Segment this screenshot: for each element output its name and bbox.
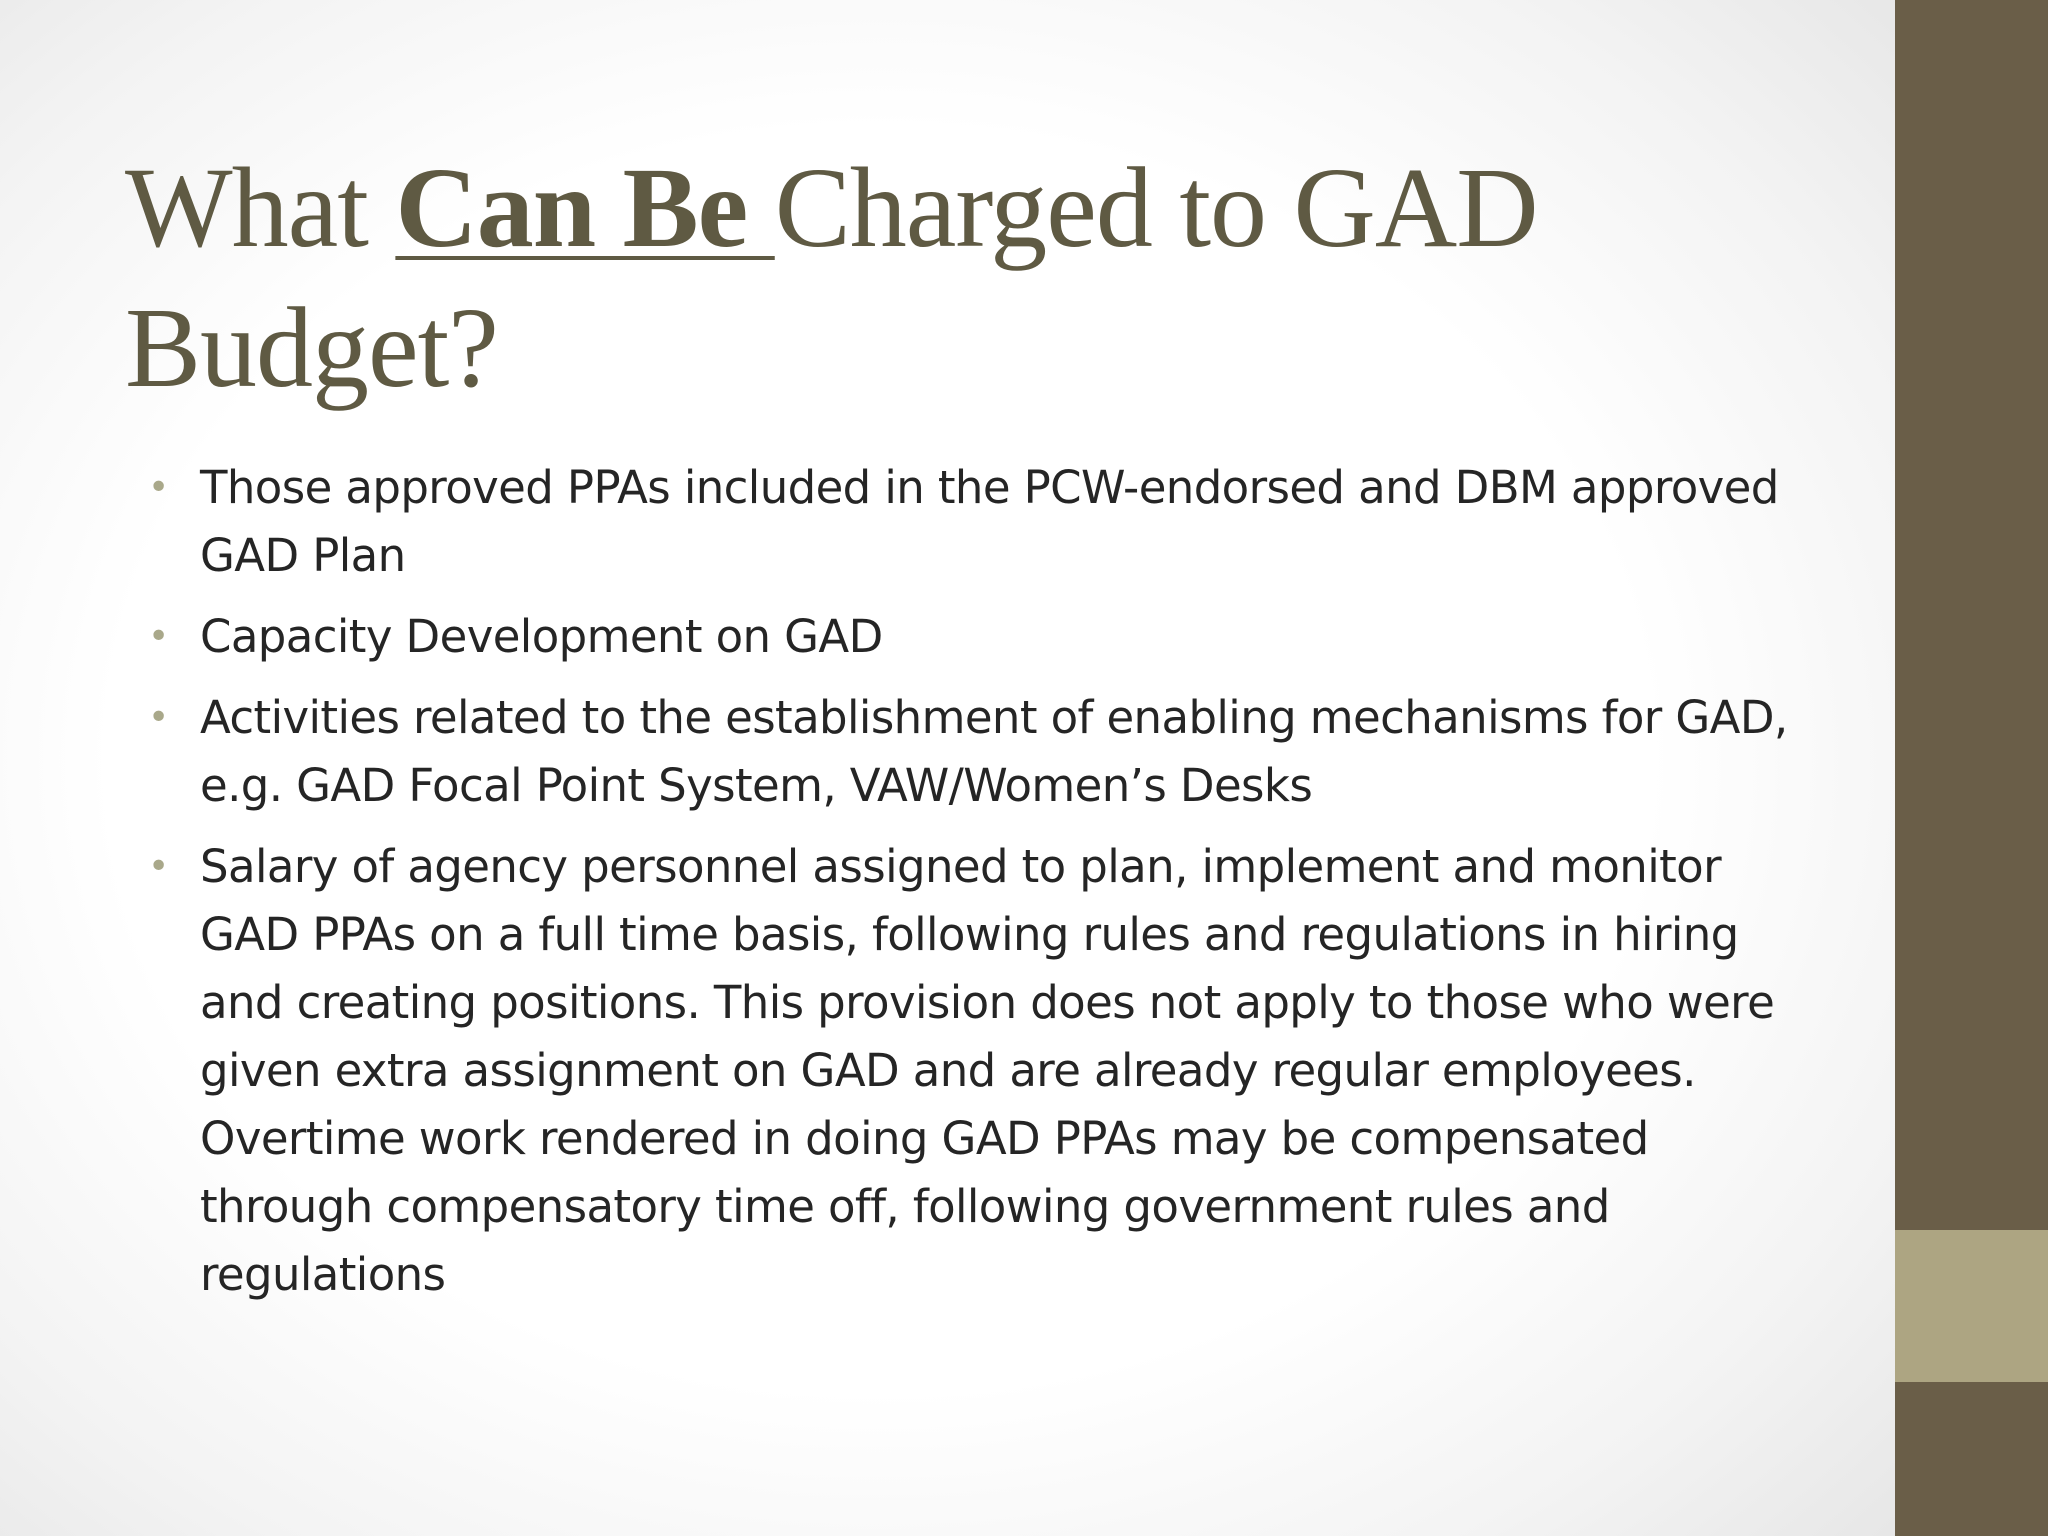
list-item (148, 684, 1788, 820)
list-item-text: Those approved PPAs included in the PCW-endorsed and DBM approved GAD Plan (200, 461, 1779, 582)
list-item (148, 454, 1788, 590)
list-item-text: Salary of agency personnel assigned to plan, implement and monitor GAD PPAs on a full time basis, following rules and regulations in hiring and creating positions. This provision does not apply to those who were given extra assignment on GAD and are already regular employees. Overtime work rendered in doing GAD PPAs may be compensated through compensatory time off, following government rules and regulations (200, 840, 1775, 1301)
slide-title (125, 138, 1825, 418)
title-emphasis: Can Be (395, 144, 775, 271)
bullet-icon: • (148, 616, 169, 657)
list-item (148, 603, 1788, 671)
sidebar-accent-block (1895, 1230, 2048, 1382)
list-item-text: Capacity Development on GAD (200, 610, 883, 663)
title-part-1: What (125, 144, 396, 271)
bullet-icon: • (148, 467, 169, 508)
list-item-text: Activities related to the establishment of enabling mechanisms for GAD, e.g. GAD Focal Point System, VAW/Women’s Desks (200, 691, 1788, 812)
list-item (148, 833, 1788, 1309)
bullet-icon: • (148, 846, 169, 887)
bullet-list (148, 454, 1788, 1322)
title-part-2: Charged to GAD Budget? (125, 144, 1538, 411)
bullet-icon: • (148, 697, 169, 738)
